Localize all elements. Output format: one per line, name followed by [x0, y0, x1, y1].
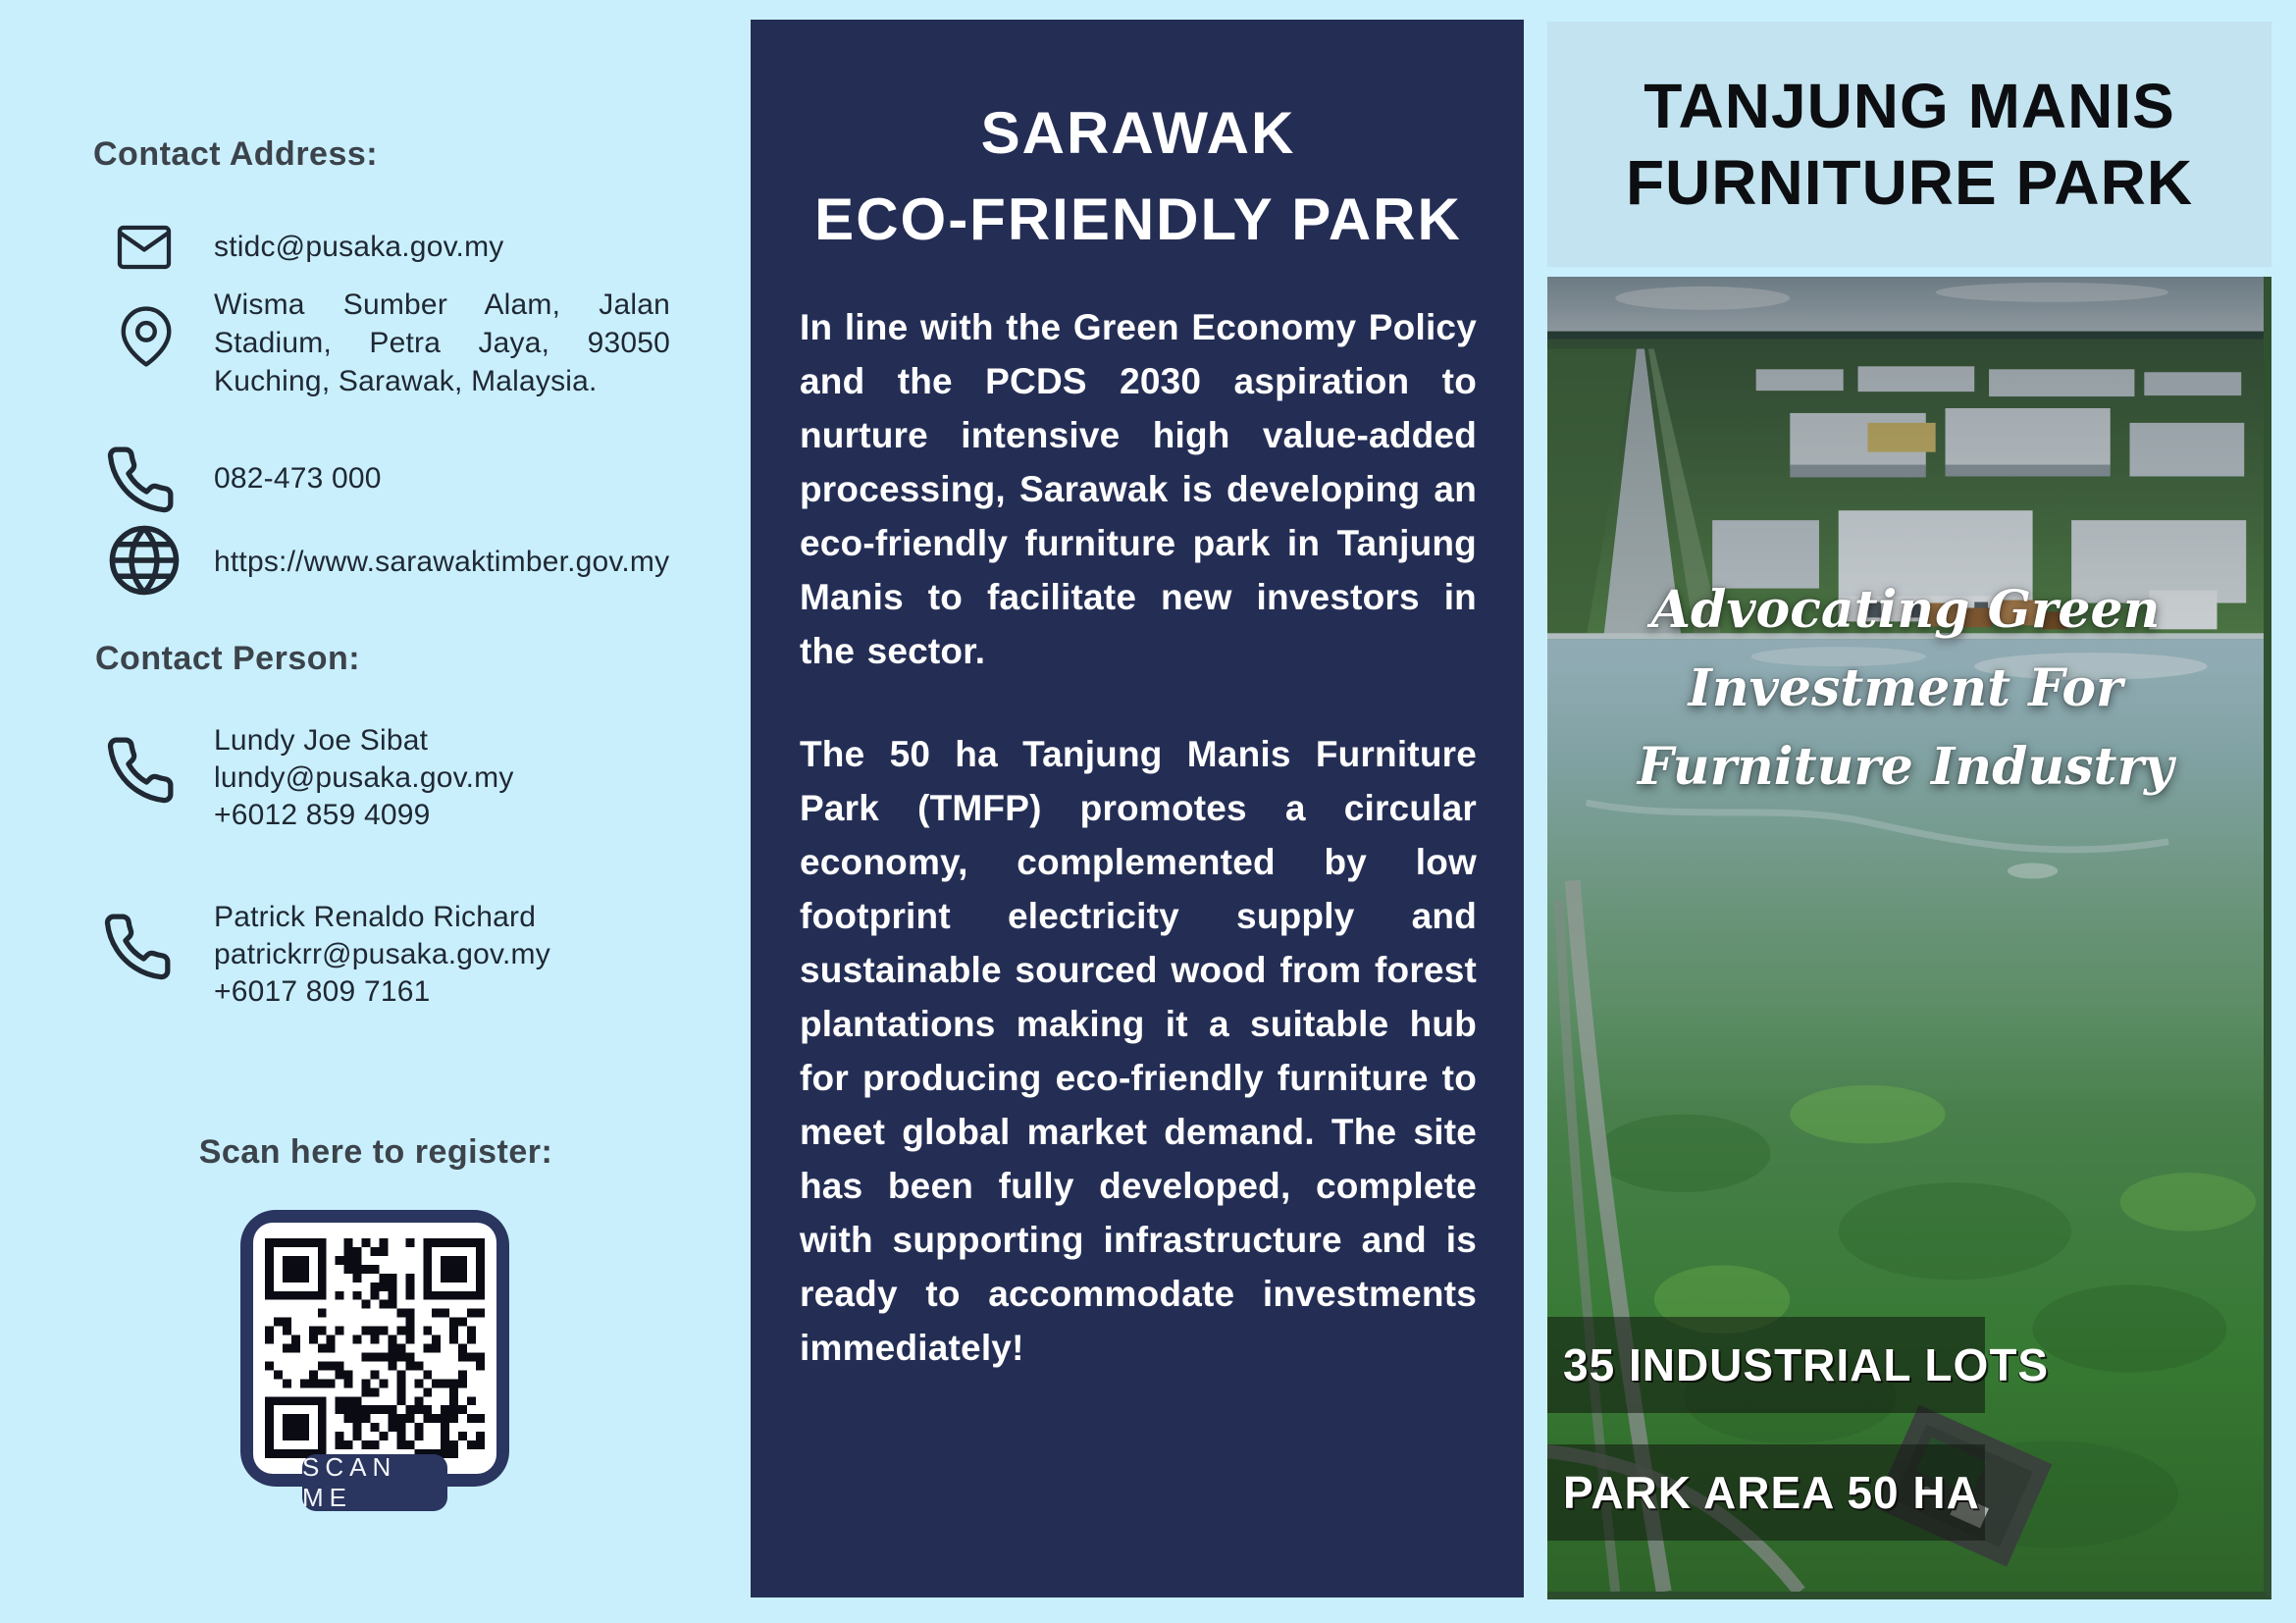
contact-phone: +6017 809 7161 — [214, 975, 431, 1008]
scan-register-heading: Scan here to register: — [198, 1133, 553, 1171]
contact-person-1 — [214, 722, 514, 834]
contact-person-heading: Contact Person: — [95, 640, 361, 677]
right-title-line1: TANJUNG MANIS — [1644, 71, 2175, 141]
qr-code — [240, 1210, 509, 1512]
location-pin-icon — [116, 289, 177, 384]
right-title — [1626, 68, 2193, 221]
contact-website: https://www.sarawaktimber.gov.my — [214, 546, 670, 578]
right-title-line2: FURNITURE PARK — [1625, 147, 2194, 218]
contact-person-2 — [214, 899, 550, 1011]
qr-code-modules — [253, 1223, 496, 1474]
aerial-photo — [1547, 277, 2271, 1599]
middle-title — [800, 90, 1477, 263]
contact-phone: 082-473 000 — [214, 462, 382, 495]
photo-caption-line1: Advocating Green Investment For — [1650, 580, 2161, 718]
phone-icon — [104, 444, 177, 516]
middle-paragraph-1: In line with the Green Economy Policy and the PCDS 2030 aspiration to nurture intensive high value-added processing, Sarawak is developing an eco-friendly furniture park in Tanjung Manis to facilitate new investors in the sector. — [800, 307, 1477, 671]
phone-icon — [104, 734, 177, 807]
address-line: Kuching, Sarawak, Malaysia. — [214, 365, 598, 397]
contact-address — [214, 286, 670, 400]
right-title-tile — [1547, 22, 2271, 267]
contact-email: lundy@pusaka.gov.my — [214, 761, 514, 794]
scan-me-badge — [302, 1454, 447, 1511]
contact-address-heading: Contact Address: — [93, 135, 379, 173]
photo-caption-line2: Furniture Industry — [1637, 737, 2174, 797]
contact-name: Lundy Joe Sibat — [214, 724, 429, 757]
globe-icon — [106, 522, 183, 599]
badge-industrial-lots: 35 INDUSTRIAL LOTS — [1547, 1317, 1985, 1413]
address-line: Wisma Sumber Alam, Jalan — [214, 288, 670, 321]
mail-icon — [112, 218, 177, 277]
photo-caption — [1547, 571, 2264, 807]
contact-phone: +6012 859 4099 — [214, 799, 431, 831]
badge-park-area: PARK AREA 50 HA — [1547, 1444, 1985, 1541]
middle-paragraph-2: The 50 ha Tanjung Manis Furniture Park (TMFP) promotes a circular economy, complemented by low footprint electricity supply and sustainable sourced wood from forest plantations making it a suitable hub for producing eco-friendly furniture to meet global market demand. The site has been fully developed, complete with supporting infrastructure and is ready to accommodate investments immediately! — [800, 734, 1477, 1368]
middle-panel — [751, 20, 1524, 1597]
scan-me-label: SCAN ME — [302, 1452, 397, 1512]
contact-email: stidc@pusaka.gov.my — [214, 231, 504, 263]
middle-title-line1: SARAWAK — [980, 100, 1296, 166]
phone-icon — [101, 911, 174, 983]
contact-email: patrickrr@pusaka.gov.my — [214, 938, 550, 970]
contact-name: Patrick Renaldo Richard — [214, 901, 537, 933]
address-line: Stadium, Petra Jaya, 93050 — [214, 327, 670, 359]
middle-title-line2: ECO-FRIENDLY PARK — [814, 186, 1462, 252]
